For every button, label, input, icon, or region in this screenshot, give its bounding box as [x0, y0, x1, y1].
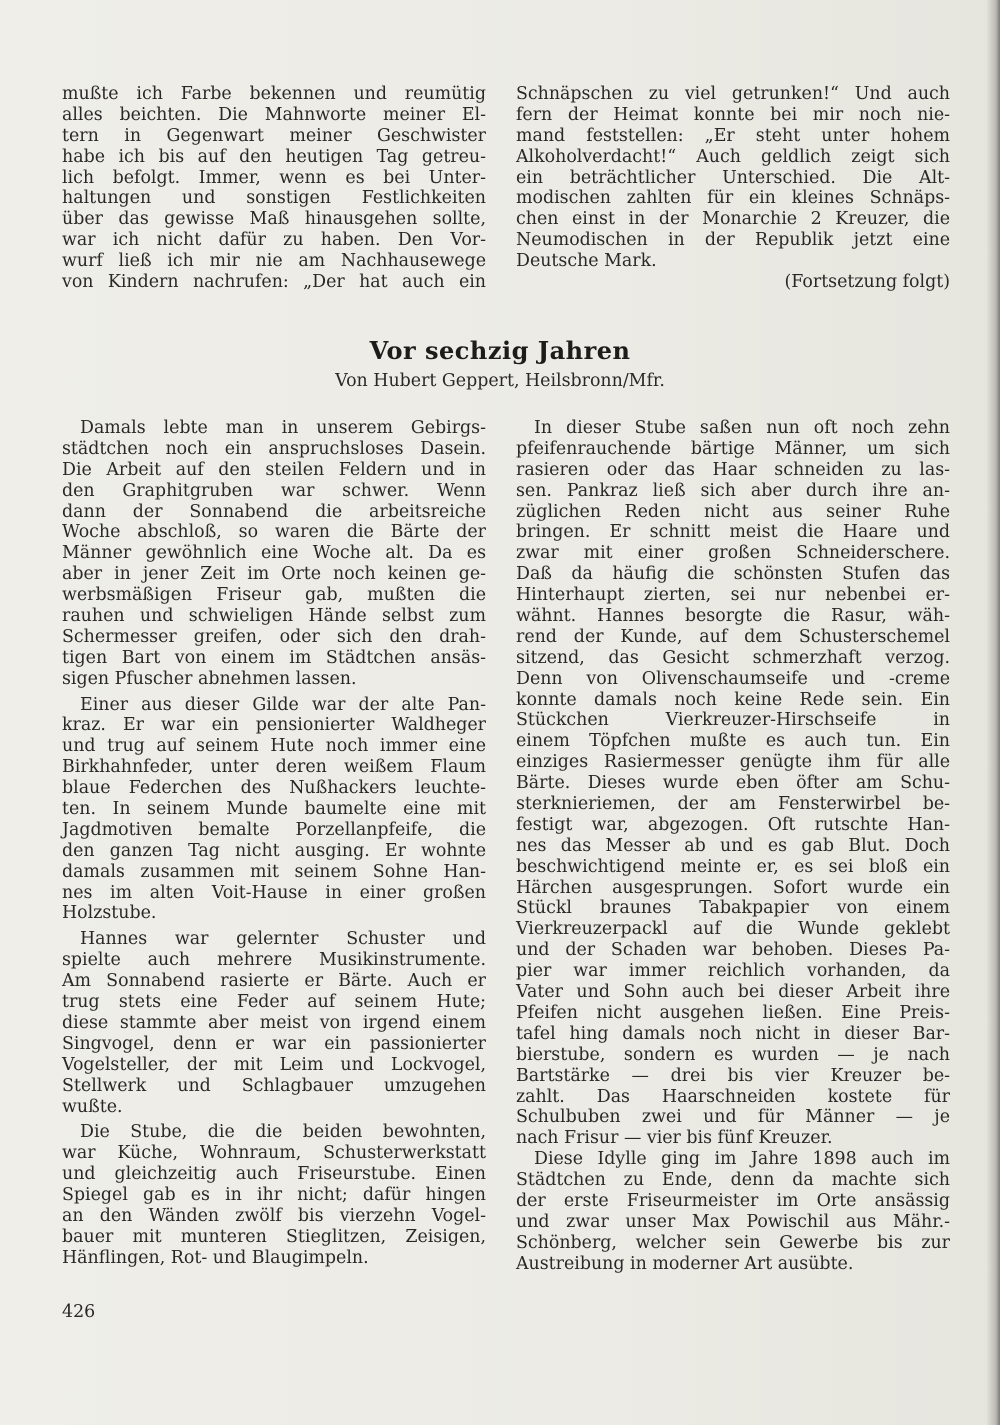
- text-line: mußte ich Farbe bekennen und reumütig: [62, 84, 486, 104]
- text-line: Am Sonnabend rasierte er Bärte. Auch er: [62, 971, 486, 992]
- text-line: Neumodischen in der Republik jetzt eine: [516, 230, 950, 251]
- text-line: nes im alten Voit-Hause in einer großen: [62, 882, 486, 903]
- text-line: zahlt. Das Haarschneiden kostete für: [516, 1086, 950, 1107]
- text-line: Woche abschloß, so waren die Bärte der: [62, 522, 486, 543]
- text-line: Schulbuben zwei und für Männer — je: [516, 1107, 950, 1128]
- text-line: haltungen und sonstigen Festlichkeiten: [62, 188, 486, 209]
- text-line: einziges Rasiermesser genügte ihm für alle: [516, 752, 950, 773]
- text-line: Vater und Sohn auch bei dieser Arbeit ihre: [516, 982, 950, 1003]
- text-line: Härchen ausgesprungen. Sofort wurde ein: [516, 877, 950, 898]
- text-line: Singvogel, denn er war ein passionierter: [62, 1033, 486, 1054]
- text-line: Birkhahnfeder, unter deren weißem Flaum: [62, 757, 486, 778]
- text-line: pier war immer reichlich vorhanden, da: [516, 961, 950, 982]
- continuation-note: (Fortsetzung folgt): [784, 272, 950, 293]
- text-line: chen einst in der Monarchie 2 Kreuzer, die: [516, 209, 950, 230]
- text-line: rauhen und schwieligen Hände selbst zum: [62, 606, 486, 627]
- text-line: Spiegel gab es in ihr nicht; dafür hingen: [62, 1185, 486, 1206]
- text-line: tern in Gegenwart meiner Geschwister: [62, 125, 486, 146]
- text-line: Stückl braunes Tabakpapier von einem: [516, 898, 950, 919]
- text-line: einem Töpfchen mußte es auch tun. Ein: [516, 731, 950, 752]
- text-line: Deutsche Mark.: [516, 251, 657, 272]
- text-line: sitzend, das Gesicht schmerzhaft verzog.: [516, 647, 950, 668]
- text-line: war ich nicht dafür zu haben. Den Vor-: [62, 230, 486, 251]
- text-line: Die Arbeit auf den steilen Feldern und in: [62, 459, 486, 480]
- text-line: wurf ließ ich mir nie am Nachhausewege: [62, 251, 486, 272]
- text-line: Stellwerk und Schlagbauer umzugehen: [62, 1075, 486, 1096]
- text-line: und trug auf seinem Hute noch immer eine: [62, 736, 486, 757]
- text-line: Schönberg, welcher sein Gewerbe bis zur: [516, 1232, 950, 1253]
- text-line: Hannes war gelernter Schuster und: [80, 929, 486, 950]
- text-line: diese stammte aber meist von irgend einem: [62, 1012, 486, 1033]
- text-line: sigen Pfuscher abnehmen lassen.: [62, 668, 357, 689]
- text-line: In dieser Stube saßen nun oft noch zehn: [534, 418, 950, 438]
- text-line: zwar mit einer großen Schneiderschere.: [516, 543, 950, 564]
- top-right-column: [516, 84, 950, 293]
- text-line: Alkoholverdacht!“ Auch geldlich zeigt sich: [516, 146, 950, 167]
- bottom-right-column: [516, 418, 950, 1275]
- text-line: festigt war, abgezogen. Oft rutschte Han-: [516, 814, 950, 835]
- text-line: wußte.: [62, 1096, 123, 1117]
- text-line: Vogelsteller, der mit Leim und Lockvogel,: [62, 1054, 486, 1075]
- text-line: werbsmäßigen Friseur gab, mußten die: [62, 585, 486, 606]
- article-byline: Von Hubert Geppert, Heilsbronn/Mfr.: [335, 371, 665, 391]
- text-line: habe ich bis auf den heutigen Tag getreu-: [62, 146, 486, 167]
- text-line: und gleichzeitig auch Friseurstube. Einen: [62, 1164, 486, 1185]
- text-line: war Küche, Wohnraum, Schusterwerkstatt: [62, 1143, 486, 1164]
- text-line: pfeifenrauchende bärtige Männer, um sich: [516, 438, 950, 459]
- text-line: sen. Pankraz ließ sich aber durch ihre an-: [516, 480, 950, 501]
- text-line: der erste Friseurmeister im Orte ansässig: [516, 1190, 950, 1211]
- text-line: dann der Sonnabend die arbeitsreiche: [62, 501, 486, 522]
- text-line: alles beichten. Die Mahnworte meiner El-: [62, 104, 486, 125]
- text-line: Pfeifen nicht ausgehen ließen. Eine Preis-: [516, 1002, 950, 1023]
- paragraph: [516, 418, 950, 1149]
- text-line: kraz. Er war ein pensionierter Waldheger: [62, 715, 486, 736]
- paragraph: [62, 1122, 486, 1268]
- paragraph: [62, 695, 486, 925]
- text-line: Schnäpschen zu viel getrunken!“ Und auch: [516, 84, 950, 104]
- bottom-left-column: [62, 418, 486, 1269]
- text-line: Diese Idylle ging im Jahre 1898 auch im: [534, 1149, 950, 1170]
- text-line: modischen zahlten für ein kleines Schnäps-: [516, 188, 950, 209]
- text-line: lich befolgt. Immer, wenn es bei Unter-: [62, 167, 486, 188]
- text-line: bringen. Er schnitt meist die Haare und: [516, 522, 950, 543]
- text-line: bauer mit munteren Stieglitzen, Zeisigen,: [62, 1226, 486, 1247]
- text-line: trug stets eine Feder auf seinem Hute;: [62, 992, 486, 1013]
- text-line: züglichen Reden nicht aus seiner Ruhe: [516, 501, 950, 522]
- text-line: und zwar unser Max Powischil aus Mähr.-: [516, 1211, 950, 1232]
- text-line: und der Schaden war behoben. Dieses Pa-: [516, 940, 950, 961]
- text-line: spielte auch mehrere Musikinstrumente.: [62, 950, 486, 971]
- paragraph: [62, 418, 486, 690]
- text-line: Damals lebte man in unserem Gebirgs-: [80, 418, 486, 438]
- text-line: ten. In seinem Munde baumelte eine mit: [62, 799, 486, 820]
- page-edge-shadow: [986, 0, 1000, 1425]
- text-line: nach Frisur — vier bis fünf Kreuzer.: [516, 1128, 833, 1149]
- text-line: den Graphitgruben war schwer. Wenn: [62, 480, 486, 501]
- paragraph: [62, 929, 486, 1117]
- text-line: Hinterhaupt zierten, sei nur nebenbei er-: [516, 585, 950, 606]
- text-line: Städtchen zu Ende, denn da machte sich: [516, 1170, 950, 1191]
- text-line: Die Stube, die die beiden bewohnten,: [80, 1122, 486, 1143]
- text-line: konnte damals noch keine Rede sein. Ein: [516, 689, 950, 710]
- text-line: an den Wänden zwölf bis vierzehn Vogel-: [62, 1205, 486, 1226]
- text-line: blaue Federchen des Nußhackers leuchte-: [62, 778, 486, 799]
- text-line: wähnt. Hannes besorgte die Rasur, wäh-: [516, 606, 950, 627]
- text-line: über das gewisse Maß hinausgehen sollte,: [62, 209, 486, 230]
- text-line: rend der Kunde, auf dem Schusterschemel: [516, 626, 950, 647]
- paragraph: [516, 1149, 950, 1274]
- text-line: tafel hing damals noch nicht in dieser Bar-: [516, 1023, 950, 1044]
- text-line: Stückchen Vierkreuzer-Hirschseife in: [516, 710, 950, 731]
- text-line: tigen Bart von einem im Städtchen ansäs-: [62, 647, 486, 668]
- text-line: Austreibung in moderner Art ausübte.: [516, 1253, 854, 1274]
- text-line: den ganzen Tag nicht ausging. Er wohnte: [62, 840, 486, 861]
- text-line: ein beträchtlicher Unterschied. Die Alt-: [516, 167, 950, 188]
- text-line: Vierkreuzerpackl auf die Wunde geklebt: [516, 919, 950, 940]
- article-title: Vor sechzig Jahren: [369, 336, 631, 365]
- text-line: rasieren oder das Haar schneiden zu las-: [516, 459, 950, 480]
- text-line: Hänflingen, Rot- und Blaugimpeln.: [62, 1247, 369, 1268]
- text-line: Holzstube.: [62, 903, 157, 924]
- text-line: Bartstärke — drei bis vier Kreuzer be-: [516, 1065, 950, 1086]
- text-line: damals zusammen mit seinem Sohne Han-: [62, 861, 486, 882]
- text-line: mand feststellen: „Er steht unter hohem: [516, 125, 950, 146]
- text-line: Jagdmotiven bemalte Porzellanpfeife, die: [62, 819, 486, 840]
- text-line: beschwichtigend meinte er, es sei bloß ein: [516, 856, 950, 877]
- text-line: nes das Messer ab und es gab Blut. Doch: [516, 835, 950, 856]
- text-line: Denn von Olivenschaumseife und -creme: [516, 668, 950, 689]
- text-line: sterknieriemen, der am Fensterwirbel be-: [516, 794, 950, 815]
- text-line: Bärte. Dieses wurde eben öfter am Schu-: [516, 773, 950, 794]
- text-line: Schermesser greifen, oder sich den drah-: [62, 626, 486, 647]
- top-left-column: [62, 84, 486, 293]
- text-line: Männer gewöhnlich eine Woche alt. Da es: [62, 543, 486, 564]
- text-line: aber in jener Zeit im Orte noch keinen ge-: [62, 564, 486, 585]
- text-line: Daß da häufig die schönsten Stufen das: [516, 564, 950, 585]
- text-line: bierstube, sondern es wurden — je nach: [516, 1044, 950, 1065]
- text-line: fern der Heimat konnte bei mir noch nie-: [516, 104, 950, 125]
- text-line: Einer aus dieser Gilde war der alte Pan-: [80, 694, 486, 715]
- text-line: von Kindern nachrufen: „Der hat auch ein: [62, 272, 486, 293]
- text-line: städtchen noch ein anspruchsloses Dasein.: [62, 438, 486, 459]
- page-number: 426: [62, 1302, 96, 1322]
